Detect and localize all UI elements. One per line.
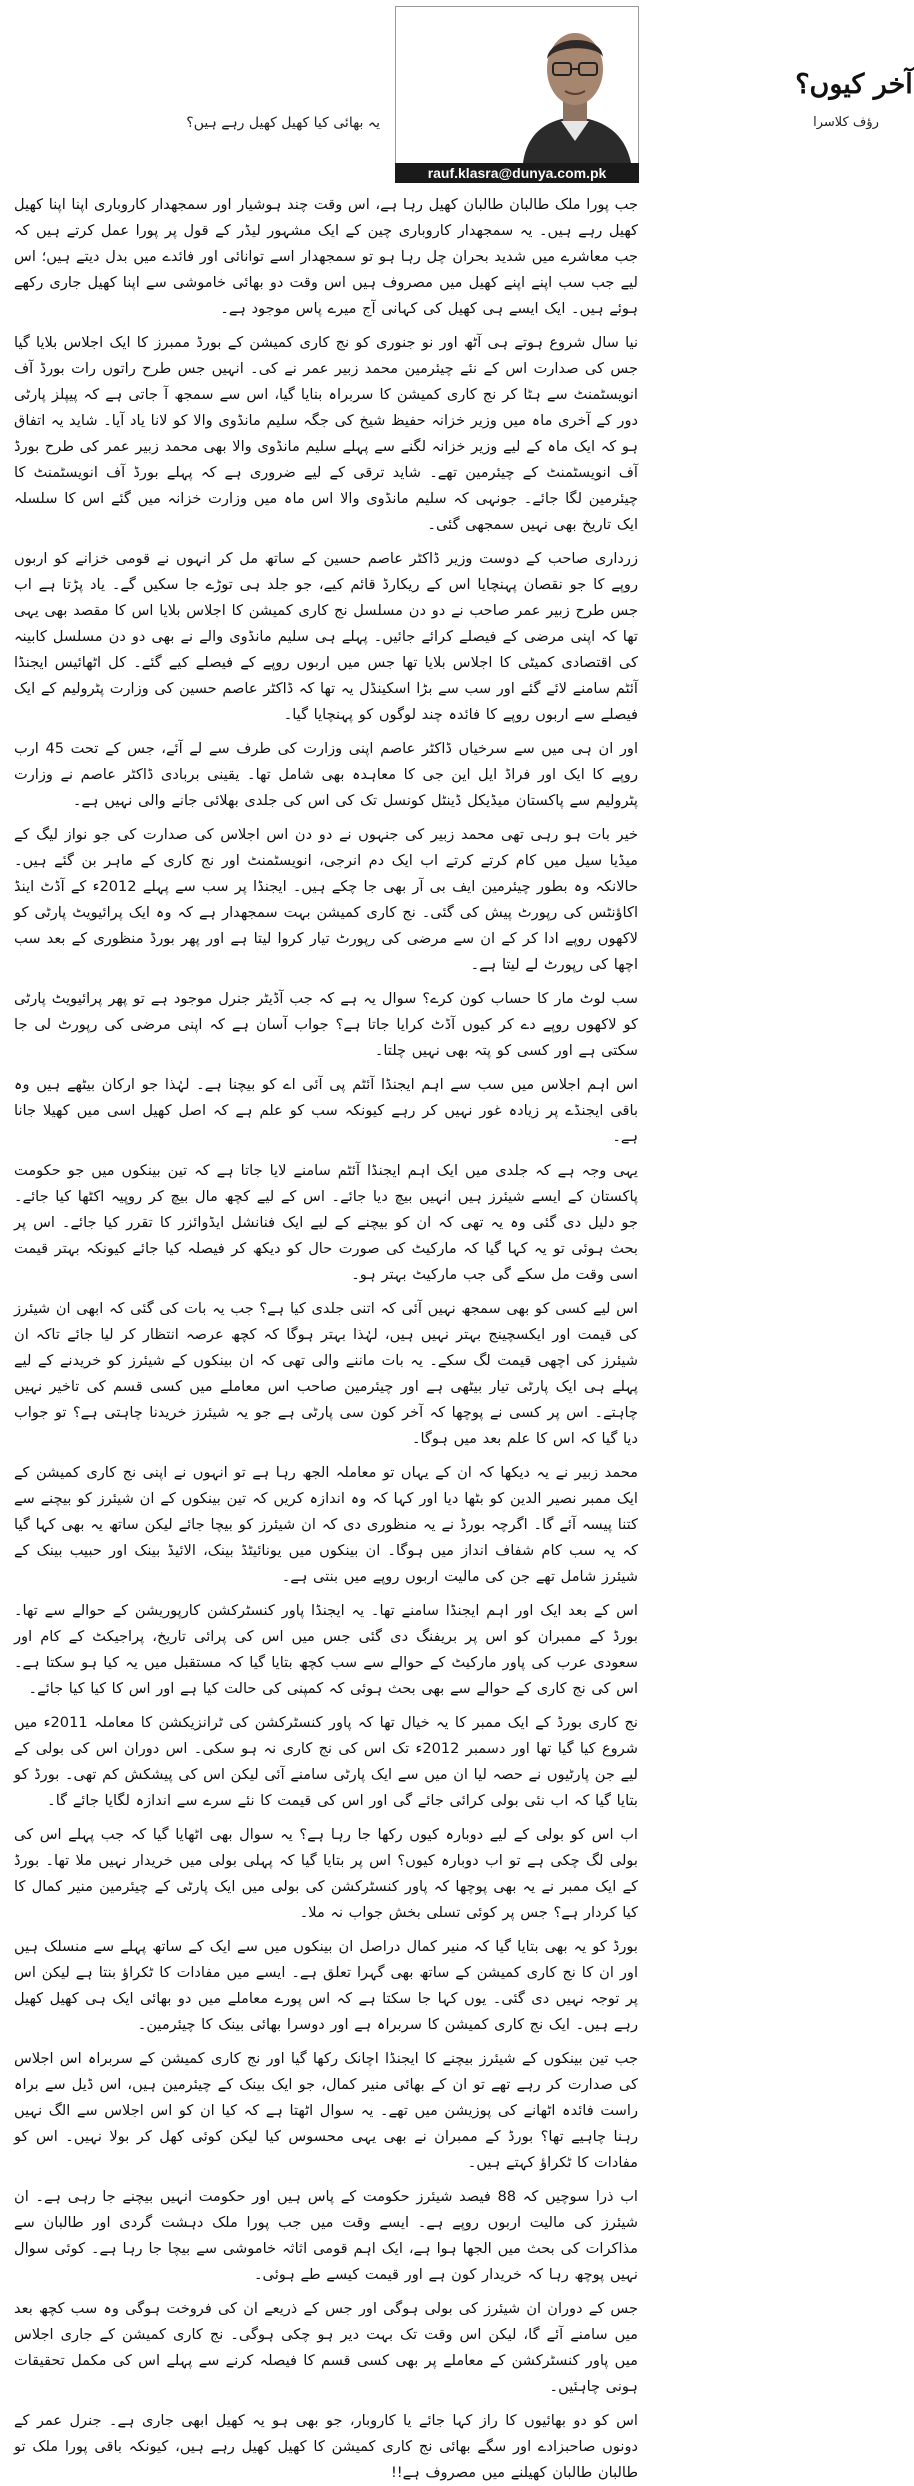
article-paragraph: بورڈ کو یہ بھی بتایا گیا کہ منیر کمال دراصل ان بینکوں میں سے ایک کے ساتھ پہلے سے منسلک ہیں اور ان کا نج کاری کمیشن کے ساتھ بھی گہرا تعلق ہے۔ ایسے میں مفادات کا ٹکراؤ بنتا ہے لیکن اس پر توجہ نہیں دی گئی۔ یوں کہا جا سکتا ہے کہ اس پورے معاملے میں دو بھائی ایک ہی کھیل کھیل رہے ہیں۔ ایک نج کاری کمیشن کا سربراہ ہے اور دوسرا بھائی بینک کا چیئرمین۔ (14, 1938, 638, 2033)
article-paragraph: اس لیے کسی کو بھی سمجھ نہیں آئی کہ اتنی جلدی کیا ہے؟ جب یہ بات کی گئی کہ ابھی ان شیئرز کی قیمت اور ایکسچینج بہتر نہیں ہیں، لہٰذا بہتر ہوگا کہ کچھ عرصہ انتظار کر لیا جائے تاکہ ان شیئرز کی اچھی قیمت لگ سکے۔ یہ بات ماننے والی تھی کہ ان بینکوں کے شیئرز کو خریدنے کے لیے پہلے ہی ایک پارٹی تیار بیٹھی ہے اور چیئرمین صاحب اس معاملے میں کسی قسم کی تاخیر نہیں چاہتے۔ اس پر کسی نے پوچھا کہ آخر کون سی پارٹی ہے جو یہ شیئرز خریدنا چاہتی ہے؟ تو جواب دیا گیا کہ اس کا علم بعد میں ہوگا۔ (14, 1300, 638, 1447)
author-portrait-icon (513, 9, 638, 163)
article-paragraph: جب تین بینکوں کے شیئرز بیچنے کا ایجنڈا اچانک رکھا گیا اور نج کاری کمیشن کے سربراہ اس اجلاس کی صدارت کر رہے تھے تو ان کے بھائی منیر کمال، جو ایک بینک کے چیئرمین ہیں، اس ڈیل سے براہ راست فائدہ اٹھانے کی پوزیشن میں تھے۔ یہ سوال اٹھتا ہے کہ کیا ان کو اس اجلاس سے الگ نہیں رہنا چاہیے تھا؟ بورڈ کے ممبران نے بھی یہی محسوس کیا لیکن کوئی کھل کر بولا نہیں۔ اس کو مفادات کا ٹکراؤ کہتے ہیں۔ (14, 2050, 638, 2171)
article-paragraph: خیر بات ہو رہی تھی محمد زبیر کی جنہوں نے دو دن اس اجلاس کی صدارت کی جو نواز لیگ کے میڈیا سیل میں کام کرتے کرتے اب ایک دم انرجی، انویسٹمنٹ اور نج کاری کے ماہر بن گئے ہیں۔ حالانکہ وہ بطور چیئرمین ایف بی آر بھی جا چکے ہیں۔ ایجنڈا پر سب سے پہلے 2012ء کے آڈٹ اینڈ اکاؤنٹس کی رپورٹ پیش کی گئی۔ نج کاری کمیشن بہت سمجھدار ہے کہ وہ ایک پرائیویٹ پارٹی کو لاکھوں روپے ادا کر کے ان سے مرضی کی رپورٹ تیار کروا لیتا ہے اور پھر بورڈ منظوری کے بعد سب اچھا کی رپورٹ لے لیتا ہے۔ (14, 826, 638, 973)
article-paragraph: یہی وجہ ہے کہ جلدی میں ایک اہم ایجنڈا آئٹم سامنے لایا جاتا ہے کہ تین بینکوں میں جو حکومت پاکستان کے ایسے شیئرز ہیں انہیں بیچ دیا جائے۔ اس کے لیے کچھ مال بیچ کر روپیہ اکٹھا کیا جائے۔ جو دلیل دی گئی وہ یہ تھی کہ ان کو بیچنے کے لیے ایک فنانشل ایڈوائزر کا تقرر کیا جائے۔ اس پر بحث ہوئی تو یہ کہا گیا کہ مارکیٹ کی صورت حال کو دیکھ کر فیصلہ کیا جائے کیونکہ بہتر قیمت اسی وقت مل سکے گی جب مارکیٹ بہتر ہو۔ (14, 1162, 638, 1283)
author-name: رؤف کلاسرا (813, 115, 879, 130)
article-paragraph: سب لوٹ مار کا حساب کون کرے؟ سوال یہ ہے کہ جب آڈیٹر جنرل موجود ہے تو پھر پرائیویٹ پارٹی کو لاکھوں روپے دے کر کیوں آڈٹ کرایا جاتا ہے؟ جواب آسان ہے کہ اپنی مرضی کی رپورٹ لی جا سکتی ہے اور کسی کو پتہ بھی نہیں چلتا۔ (14, 990, 638, 1059)
article-paragraph: محمد زبیر نے یہ دیکھا کہ ان کے یہاں تو معاملہ الجھ رہا ہے تو انہوں نے اپنی نج کاری کمیشن کے ایک ممبر نصیر الدین کو بٹھا دیا اور کہا کہ وہ اندازہ کریں کہ تین بینکوں کے ان شیئرز کو بیچنے سے کتنا پیسہ آئے گا۔ اگرچہ بورڈ نے یہ منظوری دی کہ ان شیئرز کو بیچا جائے لیکن ساتھ یہ بھی کہا گیا کہ یہ سب کام شفاف انداز میں ہوگا۔ ان بینکوں میں یونائیٹڈ بینک، الائیڈ بینک اور حبیب بینک کے شیئرز شامل تھے جن کی مالیت اربوں روپے میں بنتی ہے۔ (14, 1464, 638, 1585)
article-paragraph: اب ذرا سوچیں کہ 88 فیصد شیئرز حکومت کے پاس ہیں اور حکومت انہیں بیچنے جا رہی ہے۔ ان شیئرز کی مالیت اربوں روپے ہے۔ ایسے وقت میں جب پورا ملک دہشت گردی اور طالبان سے مذاکرات کی بحث میں الجھا ہوا ہے، ایک اہم قومی اثاثہ خاموشی سے بیچا جا رہا ہے۔ کوئی سوال نہیں پوچھ رہا کہ خریدار کون ہے اور قیمت کیسے طے ہوئی۔ (14, 2188, 638, 2283)
article-body (14, 192, 639, 2481)
article-paragraph: نج کاری بورڈ کے ایک ممبر کا یہ خیال تھا کہ پاور کنسٹرکشن کی ٹرانزیکشن کا معاملہ 2011ء میں شروع کیا گیا تھا اور دسمبر 2012ء تک اس کی نج کاری نہ ہو سکی۔ اس دوران اس کی بولی کے لیے جن پارٹیوں نے حصہ لیا ان میں سے ایک پارٹی سامنے آئی لیکن اس کی پیشکش کم تھی۔ بورڈ کو بتایا گیا کہ اب نئی بولی کرائی جائے گی اور اس کی قیمت کا نئے سرے سے اندازہ لگایا جائے گا۔ (14, 1714, 638, 1809)
article-paragraph: اب اس کو بولی کے لیے دوبارہ کیوں رکھا جا رہا ہے؟ یہ سوال بھی اٹھایا گیا کہ جب پہلے اس کی بولی لگ چکی ہے تو اب دوبارہ کیوں؟ اس پر بتایا گیا کہ پہلی بولی میں خریدار نہیں ملا تھا۔ بورڈ کے ایک ممبر نے یہ بھی پوچھا کہ پاور کنسٹرکشن کی بولی میں ایک پارٹی کے چیئرمین منیر کمال کا کیا کردار ہے؟ جس پر کوئی تسلی بخش جواب نہ ملا۔ (14, 1826, 638, 1921)
column-header (0, 0, 913, 210)
column-subheading: یہ بھائی کیا کھیل کھیل رہے ہیں؟ (186, 115, 380, 131)
author-photo-box (395, 6, 913, 164)
article-paragraph: جب پورا ملک طالبان طالبان کھیل رہا ہے، اس وقت چند ہوشیار اور سمجھدار کاروباری اپنا اپنا کھیل کھیل رہے ہیں۔ یہ سمجھدار کاروباری چین کے ایک مشہور لیڈر کے قول پر پورا عمل کرتے ہیں کہ جب معاشرے میں شدید بحران چل رہا ہو تو سمجھدار اسے توانائی اور فائدے میں بدل دیتے ہیں؛ اس لیے جب سب اپنے اپنے کھیل میں مصروف ہیں اس وقت دو بھائی خاموشی سے اپنا کھیل جاری رکھے ہوئے ہیں۔ ایک ایسے ہی کھیل کی کہانی آج میرے پاس موجود ہے۔ (14, 196, 638, 317)
article-paragraph: اس کو دو بھائیوں کا راز کہا جائے یا کاروبار، جو بھی ہو یہ کھیل ابھی جاری ہے۔ جنرل عمر کے دونوں صاحبزادے اور سگے بھائی نج کاری کمیشن کا کھیل کھیل رہے ہیں، کیونکہ باقی پورا ملک تو طالبان طالبان کھیلنے میں مصروف ہے!! (14, 2412, 638, 2481)
article-paragraph: نیا سال شروع ہوتے ہی آٹھ اور نو جنوری کو نج کاری کمیشن کے بورڈ ممبرز کا ایک اجلاس بلایا گیا جس کی صدارت اس کے نئے چیئرمین محمد زبیر عمر نے کی۔ انہیں جس طرح راتوں رات بورڈ آف انویسٹمنٹ سے ہٹا کر نج کاری کمیشن کا سربراہ بنایا گیا، اس سے سمجھ آ جاتی ہے کہ پیپلز پارٹی دور کے آخری ماہ میں وزیر خزانہ حفیظ شیخ کی جگہ سلیم مانڈوی والا کو لانا یاد آیا۔ شاید یہ اتفاق ہو کہ ایک ماہ کے لیے وزیر خزانہ لگنے سے پہلے سلیم مانڈوی والا بھی محمد زبیر عمر کی طرح بورڈ آف انویسٹمنٹ کے چیئرمین تھے۔ شاید ترقی کے لیے ضروری ہے کہ پہلے بورڈ آف انویسٹمنٹ کا چیئرمین لگا جائے۔ جونہی کہ سلیم مانڈوی والا اس ماہ میں وزارت خزانہ میں گئے اس کا سلسلہ ایک تاریخ بھی نہیں سمجھی گئی۔ (14, 334, 639, 533)
article-paragraph: اس کے بعد ایک اور اہم ایجنڈا سامنے تھا۔ یہ ایجنڈا پاور کنسٹرکشن کارپوریشن کے حوالے سے تھا۔ بورڈ کے ممبران کو اس پر بریفنگ دی گئی جس میں اس کی پرائی تاریخ، پراجیکٹ کے کام اور سعودی عرب کی پاور مارکیٹ کے حوالے سے سب کچھ بتایا گیا کہ مستقبل میں یہ کیا ہو سکتا ہے۔ اس کی نج کاری کے حوالے سے بھی بحث ہوئی کہ کمپنی کی حالت کیا ہے اور اس کا کیا کیا جائے۔ (14, 1602, 638, 1697)
article-paragraph: اور ان ہی میں سے سرخیاں ڈاکٹر عاصم اپنی وزارت کی طرف سے لے آئے، جس کے تحت 45 ارب روپے کا ایک اور فراڈ ایل این جی کا معاہدہ بھی شامل تھا۔ یقینی بربادی ڈاکٹر عاصم نے وزارت پٹرولیم سے پاکستان میڈیکل ڈینٹل کونسل تک کی اس کی جلدی بھلائی جانے والی نہیں ہے۔ (14, 740, 639, 809)
article-paragraph: اس اہم اجلاس میں سب سے اہم ایجنڈا آئٹم پی آئی اے کو بیچنا ہے۔ لہٰذا جو ارکان بیٹھے ہیں وہ باقی ایجنڈے پر زیادہ غور نہیں کر رہے کیونکہ سب کو علم ہے کہ اصل کھیل اسی میں کھیلا جانا ہے۔ (14, 1076, 638, 1145)
author-email[interactable]: rauf.klasra@dunya.com.pk (395, 163, 639, 183)
article-paragraph: زرداری صاحب کے دوست وزیر ڈاکٹر عاصم حسین کے ساتھ مل کر انہوں نے قومی خزانے کو اربوں روپے کا جو نقصان پہنچایا اس کے ریکارڈ قائم کیے، جو جلد ہی توڑے جا سکیں گے۔ یاد پڑتا ہے اب جس طرح زبیر عمر صاحب نے دو دن مسلسل نج کاری کمیشن کا اجلاس بلایا اس کا مقصد بھی یہی تھا کہ اپنی مرضی کے فیصلے کرائے جائیں۔ پہلے ہی سلیم مانڈوی والے نے بھی دو دن مسلسل کابینہ کی اقتصادی کمیٹی کا اجلاس بلایا تھا جس میں اربوں روپے کے فیصلے کیے گئے۔ کل اٹھائیس ایجنڈا آئٹم سامنے لائے گئے اور سب سے بڑا اسکینڈل یہ تھا کہ ڈاکٹر عاصم حسین کی وزارت پٹرولیم کے ایک فیصلے سے اربوں روپے کا فائدہ چند لوگوں کو پہنچایا گیا۔ (14, 550, 638, 723)
article-paragraph: جس کے دوران ان شیئرز کی بولی ہوگی اور جس کے ذریعے ان کی فروخت ہوگی وہ سب کچھ بعد میں سامنے آئے گا، لیکن اس وقت تک بہت دیر ہو چکی ہوگی۔ نج کاری کمیشن کے جاری اجلاس میں پاور کنسٹرکشن کے معاملے پر بھی کسی قسم کا فیصلہ کرنے سے پہلے اس کی مکمل تحقیقات ہونی چاہئیں۔ (14, 2300, 638, 2395)
column-title: آخر کیوں؟ (795, 69, 913, 100)
